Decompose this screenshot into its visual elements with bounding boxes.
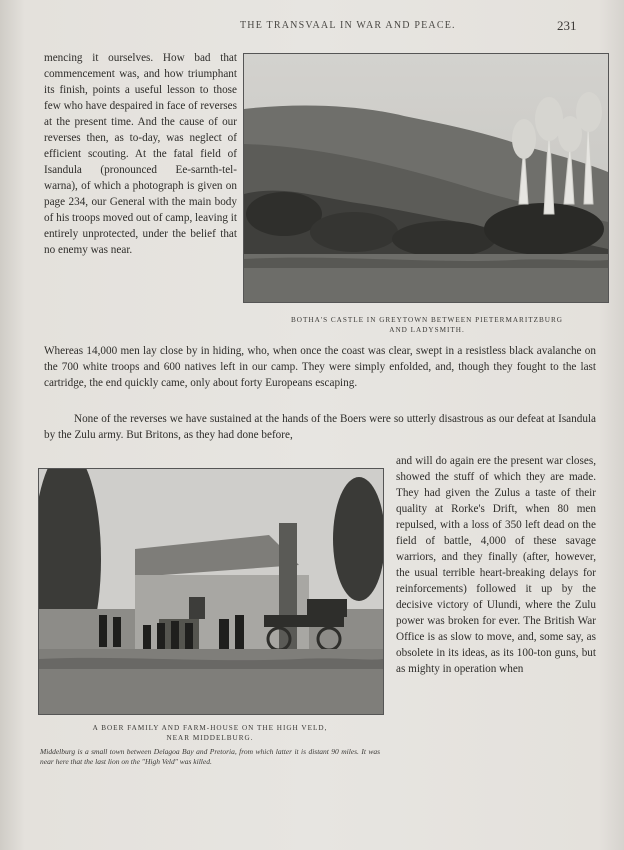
castle-caption-line-2: AND LADYSMITH. xyxy=(389,325,465,334)
castle-caption xyxy=(245,316,609,335)
farmhouse-caption-line-2: NEAR MIDDELBURG. xyxy=(166,733,254,742)
paragraph-column-bottom: and will do again ere the present war closes, showed the stuff of which they are made. They had given the Zulus a taste of their quality at Rorke's Drift, when 80 men repulsed, with a loss of 350 left dead on the field of battle, 4,000 of these savage warriors, and they finally (after, however, the usual terrible heart-breaking delays for reinforcements) followed it up by the decisive victory of Ulundi, where the Zulu power was broken for ever. The British War Office is as slow to move, and, some say, as obsolete in its ideas, as its 100-ton guns, but as mighty in operation when xyxy=(396,455,596,675)
farmhouse-note: Middelburg is a small town between Delagoa Bay and Pretoria, from which latter it is distant 90 miles. It was near here that the last lion on the "High Veld" was killed. xyxy=(40,747,380,766)
paragraph-column-top: mencing it ourselves. How bad that commencement was, and how triumphant its finish, points a useful lesson to those few who have despaired in face of reverses at the present time. And the cause of our reverses then, as to-day, was neglect of efficient scouting. At the fatal field of Isandula (pronounced Ee-sarnth-tel-warna), of which a photograph is given on page 234, our General with the main body of his troops moved out of camp, leaving it entirely unprotected, under the belief that no enemy was near. xyxy=(44,52,237,256)
farmhouse-caption xyxy=(40,724,380,743)
paragraph-full-width-2: None of the reverses we have sustained at the hands of the Boers were so utterly disastrous as our defeat at Isandula by the Zulu army. But Britons, as they had done before, xyxy=(44,413,596,441)
paragraph-full-width-1: Whereas 14,000 men lay close by in hiding, who, when once the coast was clear, swept in a resistless black avalanche on the 700 white troops and 600 natives left in our camp. They were simply enfolded, and, though they fought to the last cartridge, the end quickly came, only about forty Europeans escaping. xyxy=(44,345,596,389)
running-head: THE TRANSVAAL IN WAR AND PEACE. xyxy=(240,20,456,31)
castle-photo-image xyxy=(244,54,608,302)
farmhouse-photo-image xyxy=(39,469,383,714)
castle-caption-line-1: BOTHA'S CASTLE IN GREYTOWN BETWEEN PIETERMARITZBURG xyxy=(291,316,563,324)
farmhouse-photo xyxy=(38,468,384,715)
page-number: 231 xyxy=(557,18,577,33)
farmhouse-caption-line-1: A BOER FAMILY AND FARM-HOUSE ON THE HIGH VELD, xyxy=(92,724,328,732)
castle-photo xyxy=(243,53,609,303)
